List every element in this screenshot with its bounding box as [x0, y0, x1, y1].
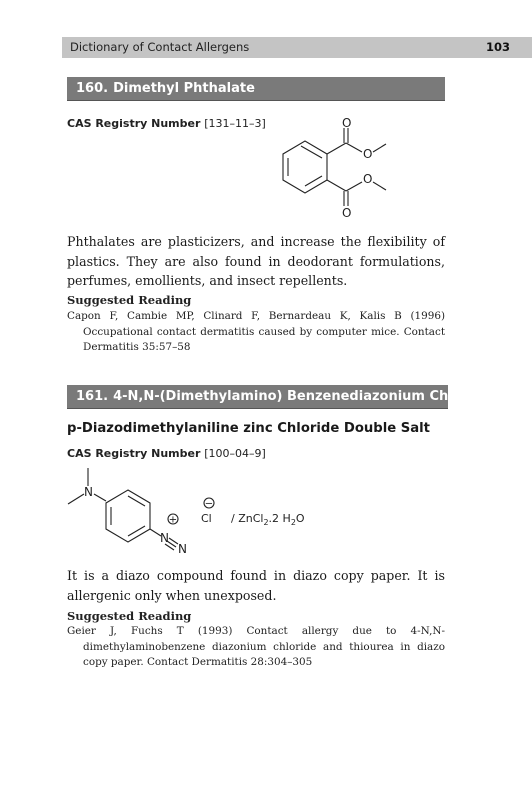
entry-161-number: 161. [76, 389, 109, 404]
entry-160-number: 160. [76, 81, 109, 96]
amine-bond [94, 494, 106, 501]
ring-double-bond [128, 496, 145, 506]
ester-bond [327, 180, 346, 191]
methyl-bond [68, 494, 84, 504]
atom-o: O [363, 172, 373, 186]
atom-o: O [363, 147, 373, 161]
entry-161-cas-label: CAS Registry Number [67, 447, 201, 460]
amine-nitrogen: N [84, 485, 93, 499]
plus-charge: + [168, 514, 178, 526]
diazo-nitrogen: N [160, 531, 169, 545]
ring-double-bond [128, 526, 145, 536]
running-head-title: Dictionary of Contact Allergens [70, 40, 250, 54]
entry-160-title: Dimethyl Phthalate [113, 81, 255, 96]
entry-161-cas-value: [100–04–9] [204, 447, 266, 460]
entry-161-description: It is a diazo compound found in diazo copy paper. It is allergenic only when unexposed. [67, 568, 445, 603]
entry-161-synonym: p-Diazodimethylaniline zinc Chloride Double Salt [67, 421, 430, 436]
dimethyl-phthalate-structure [270, 112, 400, 222]
minus-charge: − [204, 498, 214, 510]
entry-161-cas [67, 447, 266, 460]
diazonium-structure [62, 462, 362, 562]
entry-160-heading [67, 77, 445, 101]
benzene-ring [106, 490, 150, 542]
entry-160-reference: Capon F, Cambie MP, Clinard F, Bernardeau K, Kalis B (1996) Occupational contact dermatitis caused by computer mice. Contact Dermatitis 35:57–58 [67, 310, 445, 354]
atom-o: O [342, 206, 352, 220]
running-head [62, 37, 532, 58]
entry-161-title: 4-N,N-(Dimethylamino) Benzenediazonium Chloride [113, 389, 491, 404]
zinc-chloride-water-label: / ZnCl$_2$.2 $H_2O$ [231, 512, 305, 527]
diazo-nitrogen: N [178, 542, 187, 556]
ester-bond [346, 182, 362, 191]
page-number: 103 [485, 40, 510, 54]
entry-160-cas [67, 117, 266, 130]
methyl-bond [373, 182, 386, 190]
methyl-bond [373, 144, 386, 152]
entry-161-reading-heading: Suggested Reading [67, 609, 192, 623]
entry-160-reading-heading: Suggested Reading [67, 293, 192, 307]
entry-160-cas-label: CAS Registry Number [67, 117, 201, 130]
chloride-label: Cl [201, 512, 212, 525]
entry-160-description: Phthalates are plasticizers, and increase the flexibility of plastics. They are also found in deodorant formulations, perfumes, emollients, and insect repellents. [67, 234, 445, 288]
atom-o: O [342, 116, 352, 130]
ester-bond [327, 143, 346, 154]
ester-bond [346, 143, 362, 152]
entry-161-reference: Geier J, Fuchs T (1993) Contact allergy due to 4-N,N-dimethylaminobenzene diazonium chloride and thiourea in diazo copy paper. Contact Dermatitis 28:304–305 [67, 625, 445, 669]
entry-161-heading [67, 385, 491, 409]
entry-160-cas-value: [131–11–3] [204, 117, 266, 130]
ring-double-bond [301, 146, 322, 158]
